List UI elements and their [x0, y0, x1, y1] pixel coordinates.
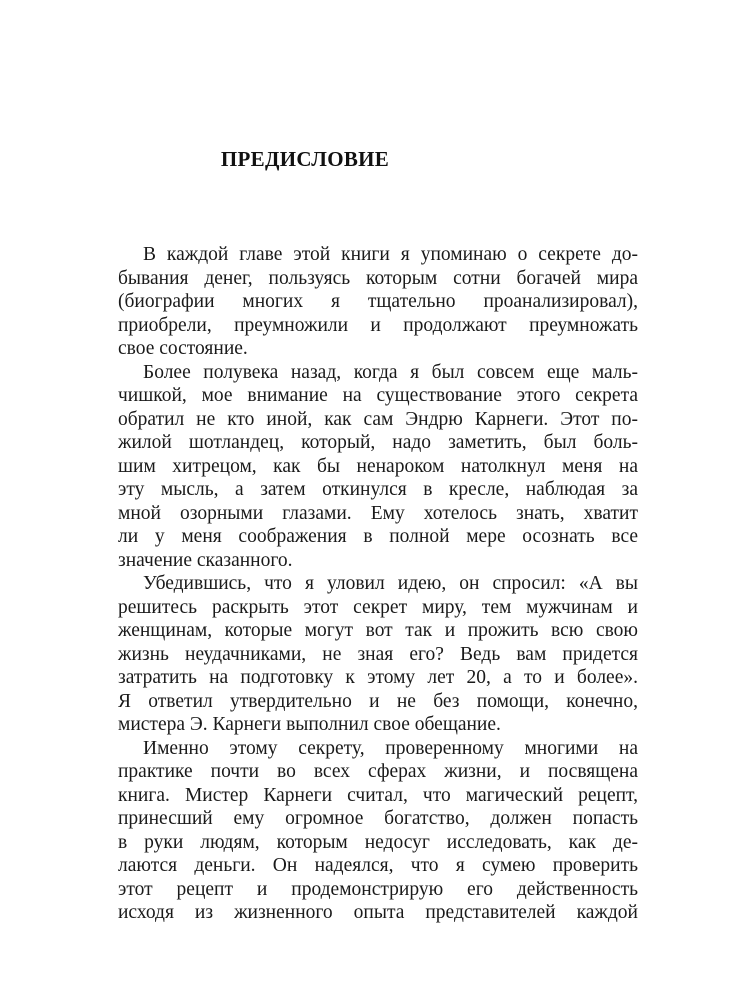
text-line: мистера Э. Карнеги выполнил свое обещание.: [118, 714, 501, 735]
text-line: женщинам, которые могут вот так и прожить всю свою: [118, 620, 638, 641]
paragraph: [118, 243, 638, 361]
text-line: затратить на подготовку к этому лет 20, а то и более».: [118, 667, 638, 688]
text-line: лаются деньги. Он надеялся, что я сумею проверить: [118, 855, 638, 876]
text-line: жизнь неудачниками, не зная его? Ведь вам придется: [118, 643, 638, 665]
text-line: решитесь раскрыть этот секрет миру, тем мужчинам и: [118, 596, 638, 618]
text-line: приобрели, преумножили и продолжают преумножать: [118, 314, 638, 336]
text-line: (биографии многих я тщательно проанализировал),: [118, 291, 638, 312]
text-line: обратил не кто иной, как сам Эндрю Карнеги. Этот по-: [118, 408, 638, 430]
text-line: свое состояние.: [118, 338, 248, 359]
text-line: ли у меня соображения в полной мере осознать все: [118, 526, 638, 547]
text-line: чишкой, мое внимание на существование этого секрета: [118, 385, 638, 406]
paragraph: [118, 361, 638, 573]
text-line: значение сказанного.: [118, 549, 293, 571]
body-text: [118, 243, 638, 925]
text-line: шим хитрецом, как бы ненароком натолкнул меня на: [118, 455, 638, 477]
text-line: Более полувека назад, когда я был совсем еще маль-: [143, 361, 638, 383]
text-line: в руки людям, которым недосуг исследовать, как де-: [118, 831, 638, 853]
paragraph: [118, 737, 638, 925]
chapter-title: ПРЕДИСЛОВИЕ: [220, 147, 390, 171]
text-line: исходя из жизненного опыта представителей каждой: [118, 902, 638, 923]
text-line: бывания денег, пользуясь которым сотни богачей мира: [118, 267, 638, 289]
text-line: В каждой главе этой книги я упоминаю о секрете до-: [143, 244, 638, 265]
text-line: жилой шотландец, который, надо заметить, был боль-: [118, 432, 638, 453]
text-line: этот рецепт и продемонстрирую его действенность: [118, 878, 638, 900]
text-line: практике почти во всех сферах жизни, и посвящена: [118, 761, 638, 782]
text-line: Убедившись, что я уловил идею, он спросил: «А вы: [143, 573, 638, 594]
text-line: мной озорными глазами. Ему хотелось знать, хватит: [118, 502, 638, 524]
text-line: книга. Мистер Карнеги считал, что магический рецепт,: [118, 784, 638, 806]
text-line: Именно этому секрету, проверенному многими на: [143, 737, 638, 759]
text-line: Я ответил утвердительно и не без помощи, конечно,: [118, 690, 638, 712]
text-line: принесший ему огромное богатство, должен попасть: [118, 808, 638, 829]
paragraph: [118, 572, 638, 737]
text-line: эту мысль, а затем откинулся в кресле, наблюдая за: [118, 479, 638, 500]
